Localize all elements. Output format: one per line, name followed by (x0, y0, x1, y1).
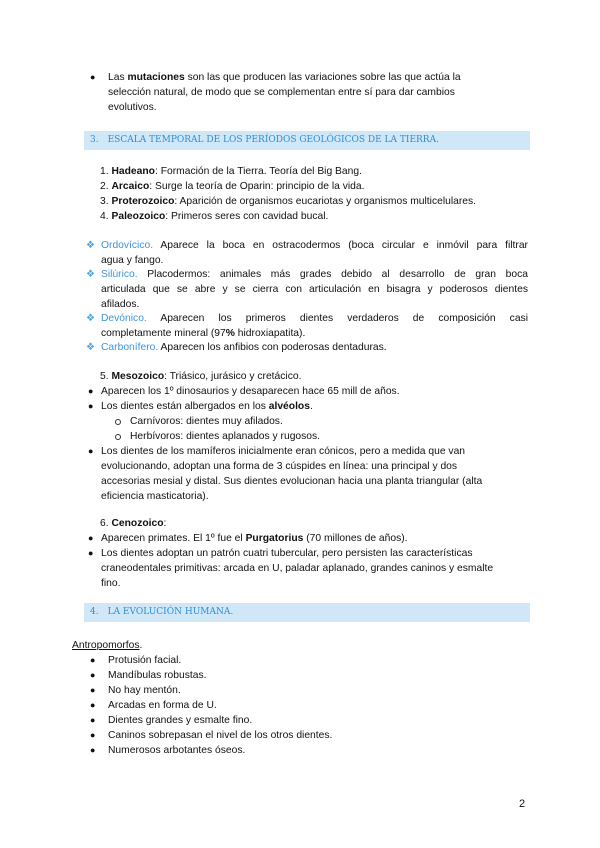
diamond-bullet-icon: ❖ (86, 240, 95, 251)
list-item: No hay mentón. (108, 685, 181, 696)
mesozoico-bullet-1: Aparecen los 1º dinosaurios y desaparecen hace 65 mill de años. (101, 386, 400, 397)
diamond-bullet-icon: ❖ (86, 342, 95, 353)
list-item: Dientes grandes y esmalte fino. (108, 715, 253, 726)
era-item: 2. Arcaico: Surge la teoría de Oparin: principio de la vida. (100, 181, 365, 192)
period-ordovicico: Ordovícico. Aparece la boca en ostracodermos (boca circular e inmóvil para filtrar agua y fango. (101, 240, 528, 266)
intro-paragraph: Las mutaciones son las que producen las variaciones sobre las que actúa la selección natural, de modo que se complementan entre sí para dar cambios evolutivos. (108, 72, 461, 113)
diamond-bullet-icon: ❖ (86, 313, 95, 324)
mesozoico-bullet-2: Los dientes están albergados en los alvéolos. (101, 401, 313, 412)
period-silurico: Silúrico. Placodermos: animales más grades debido al desarrollo de gran boca articulada que se abre y se cierra con articulación en bisagra y poderosos dientes afilados. (101, 269, 528, 310)
cenozoico-bullet-2: Los dientes adoptan un patrón cuatri tubercular, pero persisten las características craneodentales primitivas: arcada en U, paladar aplanado, grandes caninos y esmalte fino. (101, 548, 494, 589)
bullet-icon: ● (90, 72, 96, 82)
list-item: Caninos sobrepasan el nivel de los otros dientes. (108, 730, 333, 741)
page-number: 2 (519, 798, 526, 810)
mesozoico-sub-1: Carnívoros: dientes muy afilados. (130, 416, 283, 427)
list-item: Arcadas en forma de U. (108, 700, 217, 711)
bullet-icon: ● (88, 386, 94, 396)
section-3-heading: 3. ESCALA TEMPORAL DE LOS PERÍODOS GEOLÓGICOS DE LA TIERRA. (84, 131, 530, 150)
section-4-heading: 4. LA EVOLUCIÓN HUMANA. (84, 603, 530, 622)
era-item: 3. Proterozoico: Aparición de organismos eucariotas y organismos multicelulares. (100, 196, 477, 207)
list-item: Mandíbulas robustas. (108, 670, 207, 681)
era-mesozoico: 5. Mesozoico: Triásico, jurásico y cretácico. (100, 371, 302, 382)
bullet-icon: ● (88, 533, 94, 543)
bullet-icon: ● (88, 446, 94, 456)
bullet-icon: ● (90, 700, 96, 710)
hollow-bullet-icon (115, 434, 121, 440)
bullet-icon: ● (90, 655, 96, 665)
period-devonico: Devónico. Aparecen los primeros dientes verdaderos de composición casi completamente mineral (97% hidroxiapatita). (101, 313, 528, 339)
era-cenozoico: 6. Cenozoico: (100, 518, 167, 529)
list-item: Numerosos arbotantes óseos. (108, 745, 246, 756)
era-item: 1. Hadeano: Formación de la Tierra. Teoría del Big Bang. (100, 166, 362, 177)
bullet-icon: ● (90, 745, 96, 755)
cenozoico-bullet-1: Aparecen primates. El 1º fue el Purgatorius (70 millones de años). (101, 533, 408, 544)
bullet-icon: ● (90, 685, 96, 695)
bullet-icon: ● (90, 670, 96, 680)
bullet-icon: ● (88, 401, 94, 411)
era-list (100, 164, 530, 224)
mesozoico-sub-2: Herbívoros: dientes aplanados y rugosos. (130, 431, 321, 442)
bullet-icon: ● (88, 548, 94, 558)
diamond-bullet-icon: ❖ (86, 269, 95, 280)
era-item: 4. Paleozoico: Primeros seres con cavidad bucal. (100, 211, 329, 222)
mesozoico-bullet-3: Los dientes de los mamíferos inicialmente eran cónicos, pero a medida que van evolucionando, adoptan una forma de 3 cúspides en línea: una principal y dos accesorias mesial y distal. Sus dientes evolucionan hacia una planta triangular (alta eficiencia masticatoria). (101, 446, 483, 502)
bullet-icon: ● (90, 730, 96, 740)
period-carbonifero: Carbonífero. Aparecen los anfibios con poderosas dentaduras. (101, 342, 387, 353)
bullet-icon: ● (90, 715, 96, 725)
hollow-bullet-icon (115, 419, 121, 425)
antropomorfos-label: Antropomorfos. (72, 640, 143, 651)
list-item: Protusión facial. (108, 655, 182, 666)
